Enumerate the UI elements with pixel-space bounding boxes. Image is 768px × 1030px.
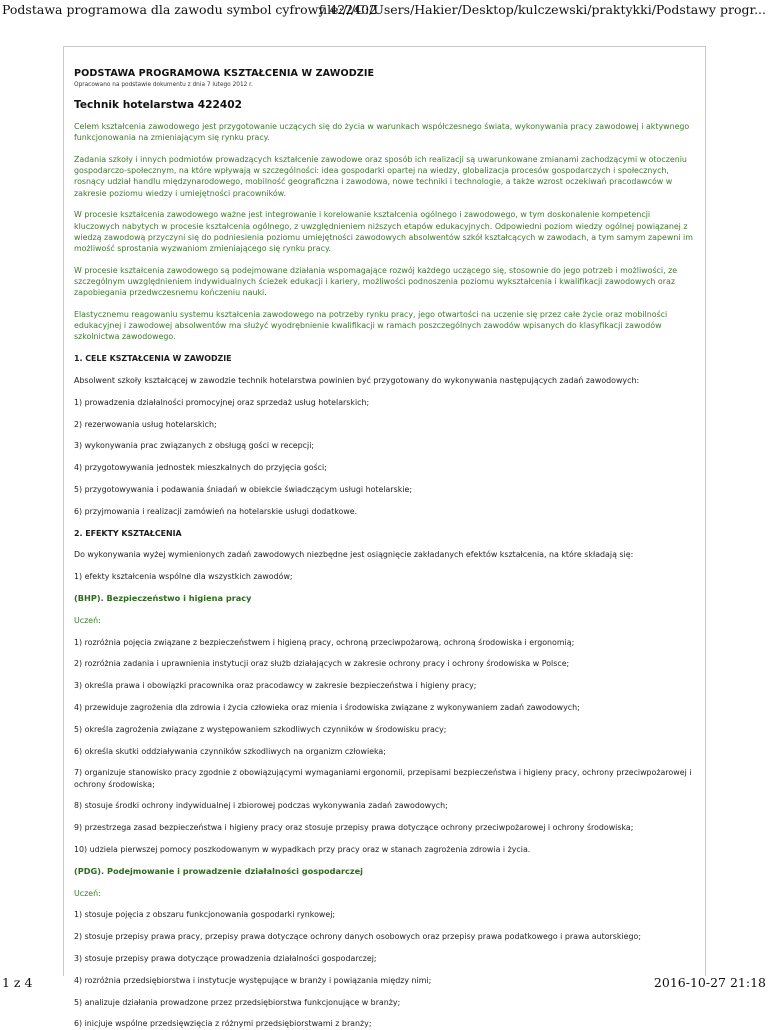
goals-list (74, 397, 698, 517)
list-item: 1) prowadzenia działalności promocyjnej oraz sprzedaż usług hotelarskich; (74, 397, 370, 407)
intro-paragraph: Elastycznemu reagowaniu systemu kształcenia zawodowego na potrzeby rynku pracy, jego otwartości na uczenie się przez całe życie oraz mobilności edukacyjnej i zawodowej absolwentów ma służyć wyodrębnienie kwalifikacji w ramach poszczególnych zawodów wpisanych do klasyfikacji zawodów szkolnictwa zawodowego. (74, 310, 668, 342)
section-lead: Absolwent szkoły kształcącej w zawodzie technik hotelarstwa powinien być przygotowany do wykonywania następujących zadań zawodowych: (74, 376, 640, 386)
list-item: 3) stosuje przepisy prawa dotyczące prowadzenia działalności gospodarczej; (74, 953, 377, 963)
list-item: 1) stosuje pojęcia z obszaru funkcjonowania gospodarki rynkowej; (74, 910, 336, 920)
list-item: 6) określa skutki oddziaływania czynników szkodliwych na organizm człowieka; (74, 746, 386, 756)
list-item: 4) przewiduje zagrożenia dla zdrowia i życia człowieka oraz mienia i środowiska związane z wykonywaniem zadań zawodowych; (74, 702, 580, 712)
list-item: 10) udziela pierwszej pomocy poszkodowanym w wypadkach przy pracy oraz w stanach zagrożenia zdrowia i życia. (74, 844, 531, 854)
document-frame (63, 46, 706, 1029)
section-sub: 1) efekty kształcenia wspólne dla wszystkich zawodów; (74, 572, 293, 582)
page-counter: 1 z 4 (2, 975, 33, 990)
list-item: 9) przestrzega zasad bezpieczeństwa i higieny pracy oraz stosuje przepisy prawa dotyczące ochrony przeciwpożarowej i ochrony środowiska; (74, 823, 634, 833)
print-header-url: file:///C:/Users/Hakier/Desktop/kulczewski/praktykki/Podstawy progr... (318, 2, 766, 17)
subsection-heading-bhp: (BHP). Bezpieczeństwo i higiena pracy (74, 592, 252, 603)
list-item: 5) określa zagrożenia związane z występowaniem szkodliwych czynników w środowisku pracy; (74, 724, 447, 734)
intro-paragraph: Zadania szkoły i innych podmiotów prowadzących kształcenie zawodowe oraz sposób ich realizacji są uwarunkowane zmianami zachodzącymi w otoczeniu gospodarczo-społecznym, na które wpływają w szczególności: idea gospodarki opartej na wiedzy, globalizacja procesów gospodarczych i społecznych, rosnący udział handlu międzynarodowego, mobilność geograficzna i zawodowa, nowe techniki i technologie, a także wzrost oczekiwań pracodawców w zakresie poziomu wiedzy i umiejętności pracowników. (74, 155, 687, 198)
document-title: PODSTAWA PROGRAMOWA KSZTAŁCENIA W ZAWODZIE (74, 68, 375, 79)
section-heading-goals: 1. CELE KSZTAŁCENIA W ZAWODZIE (74, 354, 232, 364)
student-label: Uczeń: (74, 888, 101, 898)
list-item: 3) określa prawa i obowiązki pracownika oraz pracodawcy w zakresie bezpieczeństwa i higieny pracy; (74, 681, 477, 691)
document-subtitle: Opracowano na podstawie dokumentu z dnia 7 lutego 2012 r. (74, 82, 253, 88)
profession-title: Technik hotelarstwa 422402 (74, 99, 243, 111)
student-label: Uczeń: (74, 615, 101, 625)
list-item: 5) przygotowywania i podawania śniadań w obiekcie świadczącym usługi hotelarskie; (74, 485, 413, 494)
section-heading-outcomes: 2. EFEKTY KSZTAŁCENIA (74, 528, 182, 538)
list-item: 1) rozróżnia pojęcia związane z bezpieczeństwem i higieną pracy, ochroną przeciwpożarową, ochroną środowiska i ergonomią; (74, 637, 575, 647)
intro-paragraph: W procesie kształcenia zawodowego ważne jest integrowanie i korelowanie kształcenia ogólnego i zawodowego, w tym doskonalenie kompetencji kluczowych nabytych w procesie kształcenia ogólnego, z uwzględnieniem niższych etapów edukacyjnych. Odpowiedni poziom wiedzy ogólnej powiązanej z wiedzą zawodową przyczyni się do podniesienia poziomu umiejętności zawodowych absolwentów szkół kształcących w zawodach, a tym samym zapewni im możliwość sprostania wyzwaniom zmieniającego się rynku pracy. (74, 210, 693, 254)
print-header-title: Podstawa programowa dla zawodu symbol cyfrowy 422402 (2, 2, 378, 17)
list-item: 3) wykonywania prac związanych z obsługą gości w recepcji; (74, 441, 315, 451)
list-item: 4) rozróżnia przedsiębiorstwa i instytucje występujące w branży i powiązania między nimi; (74, 975, 432, 985)
list-item: 4) przygotowywania jednostek mieszkalnych do przyjęcia gości; (74, 463, 327, 473)
list-item: 8) stosuje środki ochrony indywidualnej i zbiorowej podczas wykonywania zadań zawodowych; (74, 801, 448, 811)
bhp-list (74, 637, 698, 856)
print-footer (0, 975, 768, 994)
document-content (64, 47, 698, 1030)
list-item: 2) rezerwowania usług hotelarskich; (74, 419, 217, 429)
print-timestamp: 2016-10-27 21:18 (653, 975, 766, 990)
list-item: 2) rozróżnia zadania i uprawnienia instytucji oraz służb działających w zakresie ochrony pracy i ochrony środowiska w Polsce; (74, 659, 570, 669)
intro-paragraph: Celem kształcenia zawodowego jest przygotowanie uczących się do życia w warunkach współczesnego świata, wykonywania pracy zawodowej i aktywnego funkcjonowania na zmieniającym się rynku pracy. (74, 122, 690, 143)
subsection-heading-pdg: (PDG). Podejmowanie i prowadzenie działalności gospodarczej (74, 865, 363, 876)
print-header (0, 0, 768, 22)
intro-paragraph: W procesie kształcenia zawodowego są podejmowane działania wspomagające rozwój każdego uczącego się, stosownie do jego potrzeb i możliwości, ze szczególnym uwzględnieniem indywidualnych ścieżek edukacji i kariery, możliwości podnoszenia poziomu wykształcenia i kwalifikacji zawodowych oraz zapobiegania przedwczesnemu kończeniu nauki. (74, 265, 678, 298)
list-item: 2) stosuje przepisy prawa pracy, przepisy prawa dotyczące ochrony danych osobowych oraz przepisy prawa podatkowego i prawa autorskiego; (74, 932, 641, 942)
list-item: 7) organizuje stanowisko pracy zgodnie z obowiązującymi wymaganiami ergonomii, przepisami bezpieczeństwa i higieny pracy, ochrony przeciwpożarowej i ochrony środowiska; (74, 768, 692, 789)
list-item: 5) analizuje działania prowadzone przez przedsiębiorstwa funkcjonujące w branży; (74, 997, 401, 1007)
section-lead: Do wykonywania wyżej wymienionych zadań zawodowych niezbędne jest osiągnięcie zakładanych efektów kształcenia, na które składają się: (74, 550, 634, 560)
pdg-list (74, 909, 698, 1029)
list-item: 6) inicjuje wspólne przedsięwzięcia z różnymi przedsiębiorstwami z branży; (74, 1019, 372, 1029)
list-item: 6) przyjmowania i realizacji zamówień na hotelarskie usługi dodatkowe. (74, 506, 358, 516)
